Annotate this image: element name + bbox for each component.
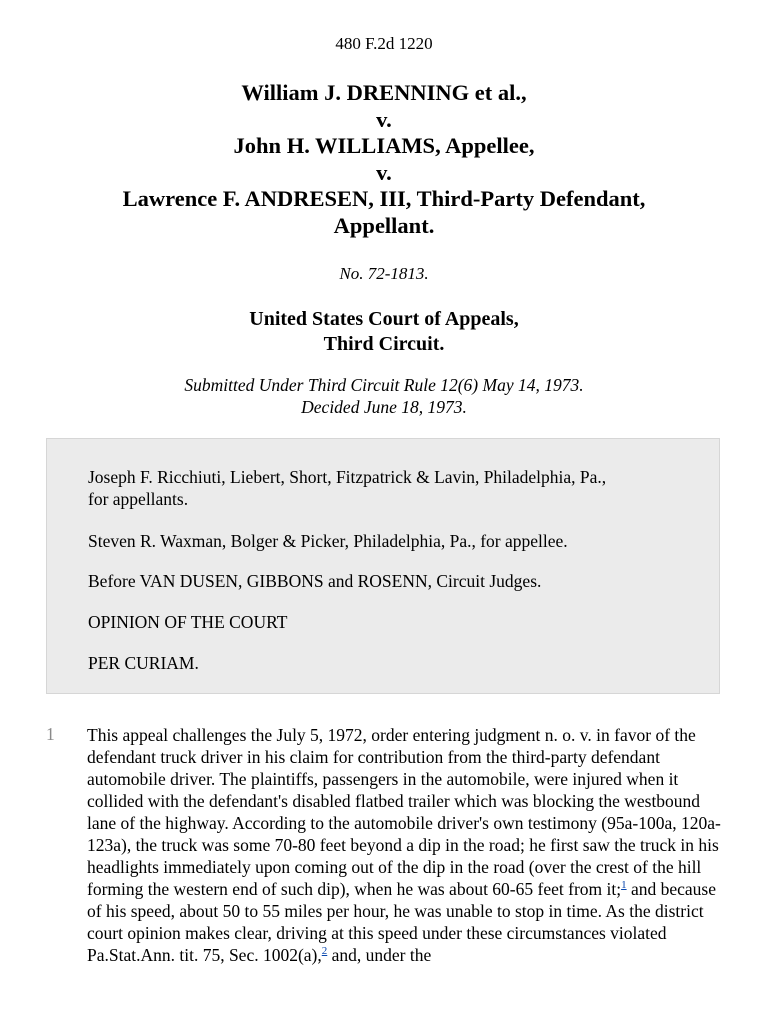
counsel-appellants-role: for appellants. [88, 488, 189, 509]
court-name [0, 307, 768, 357]
footnote-link-2[interactable]: 2 [321, 945, 328, 958]
opinion-paragraph [87, 724, 727, 966]
versus-separator: v. [376, 159, 392, 185]
counsel-appellants [88, 467, 698, 510]
case-caption [0, 80, 768, 239]
party-appellee: John H. WILLIAMS, Appellee, [233, 133, 535, 158]
court-name-line: United States Court of Appeals, [249, 308, 519, 330]
opinion-text: This appeal challenges the July 5, 1972, order entering judgment n. o. v. in favor of the defendant truck driver in his claim for contribution from the third-party defendant automobile driver. The plaintiffs, passengers in the automobile, were injured when it collided with the defendant's disabled flatbed trailer which was blocking the westbound lane of the highway. According to the automobile driver's own testimony (95a-100a, 120a-123a), the truck was some 70-80 feet beyond a dip in the road; he first saw the truck in his headlights immediately upon coming out of the dip in the road (over the crest of the hill forming the western end of such dip), when he was about 60-65 feet from it; [87, 725, 721, 899]
versus-separator: v. [376, 106, 392, 132]
opinion-text: and because of his speed, about 50 to 55 miles per hour, he was unable to stop in time. As the district court opinion makes clear, driving at this speed under these circumstances violated Pa.Stat.Ann. tit. 75, Sec. 1002(a), [87, 879, 716, 965]
footnote-link-1[interactable]: 1 [621, 879, 627, 892]
decision-dates [0, 374, 768, 418]
prelims-box [46, 438, 720, 694]
opinion-text: and, under the [327, 945, 432, 965]
docket-number: No. 72-1813. [339, 264, 429, 283]
case-citation: 480 F.2d 1220 [335, 34, 433, 53]
submitted-date: Submitted Under Third Circuit Rule 12(6) May 14, 1973. [184, 375, 584, 395]
party-plaintiffs: William J. DRENNING et al., [241, 80, 527, 105]
paragraph-number: 1 [46, 724, 55, 744]
decided-date: Decided June 18, 1973. [301, 397, 467, 417]
party-third-party-role: Appellant. [333, 212, 435, 238]
panel-judges: Before VAN DUSEN, GIBBONS and ROSENN, Circuit Judges. [88, 571, 542, 591]
opinion-heading: OPINION OF THE COURT [88, 612, 288, 632]
counsel-appellants-line: Joseph F. Ricchiuti, Liebert, Short, Fitzpatrick & Lavin, Philadelphia, Pa., [88, 467, 607, 487]
court-circuit-line: Third Circuit. [323, 333, 445, 355]
party-third-party-defendant: Lawrence F. ANDRESEN, III, Third-Party Defendant, [122, 186, 646, 211]
counsel-appellee: Steven R. Waxman, Bolger & Picker, Philadelphia, Pa., for appellee. [88, 531, 568, 551]
per-curiam-label: PER CURIAM. [88, 653, 199, 673]
